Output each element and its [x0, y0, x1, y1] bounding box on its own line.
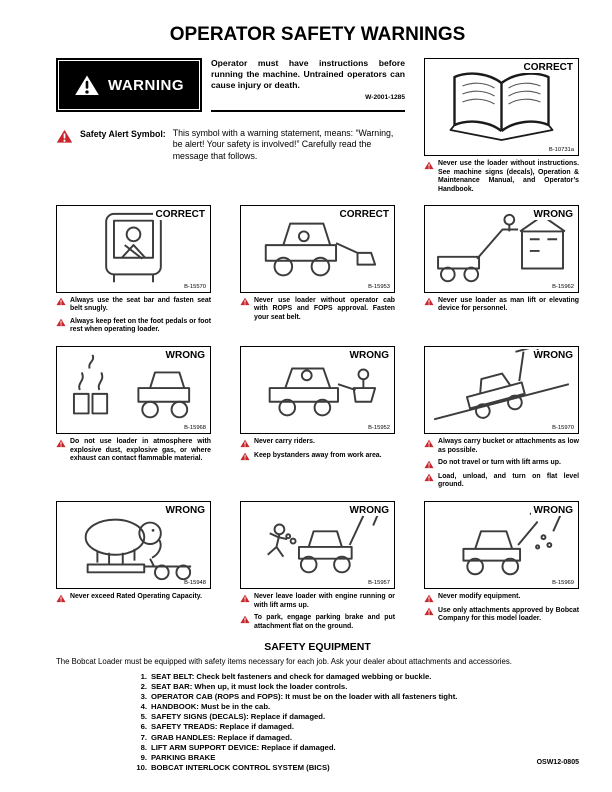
warning-triangle-icon	[74, 74, 100, 97]
panel-box	[424, 501, 579, 589]
caption-text: Never leave loader with engine running or with lift arms up.	[254, 593, 395, 609]
alert-triangle-icon	[424, 439, 434, 448]
list-item	[130, 672, 579, 682]
panel-rated-capacity	[56, 501, 211, 632]
caption	[56, 297, 211, 314]
panel-rops-cab	[240, 205, 395, 336]
caption-text: Always use the seat bar and fasten seat belt snugly.	[70, 296, 211, 313]
item-number: 9.	[140, 752, 147, 762]
safety-equipment-title: SAFETY EQUIPMENT	[264, 640, 371, 653]
caption-text: Never carry riders.	[254, 438, 315, 445]
alert-triangle-icon	[424, 460, 434, 469]
caption	[56, 438, 211, 464]
item-number: 2.	[140, 681, 147, 691]
panel-verdict-label: WRONG	[531, 350, 573, 361]
caption	[424, 438, 579, 455]
list-item	[130, 753, 579, 763]
alert-triangle-icon	[240, 452, 250, 461]
caption	[424, 607, 579, 624]
item-number: 1.	[140, 671, 147, 681]
panel-box	[240, 205, 395, 293]
caption-text: Keep bystanders away from work area.	[254, 451, 382, 459]
panel-verdict-label: CORRECT	[337, 209, 389, 220]
panel-seat-belt	[56, 205, 211, 336]
item-number: 3.	[140, 691, 147, 701]
alert-triangle-icon	[424, 607, 434, 616]
modify-equipment-illustration	[425, 504, 578, 586]
caption	[424, 459, 579, 469]
item-number: 6.	[140, 722, 147, 732]
figure-code: B-15969	[552, 580, 574, 586]
list-item	[130, 712, 579, 722]
seat-belt-illustration	[57, 208, 210, 290]
caption-text: Use only attachments approved by Bobcat Company for this model loader.	[438, 606, 579, 623]
riders-illustration	[241, 349, 394, 431]
list-item	[130, 743, 579, 753]
panel-verdict-label: WRONG	[163, 505, 205, 516]
panel-riders	[240, 346, 395, 490]
alert-triangle-icon	[56, 594, 66, 603]
panel-modify-equipment	[424, 501, 579, 632]
item-number: 7.	[140, 732, 147, 742]
list-item	[130, 702, 579, 712]
safety-equipment-section	[56, 641, 579, 774]
item-text: SAFETY TREADS: Replace if damaged.	[151, 722, 294, 732]
caption	[424, 473, 579, 490]
panel-verdict-label: CORRECT	[521, 62, 573, 73]
caption	[240, 614, 395, 631]
rated-capacity-illustration	[57, 504, 210, 586]
item-number: 10.	[136, 763, 147, 773]
alert-triangle-icon	[240, 439, 250, 448]
caption-text: Always carry bucket or attachments as low as possible.	[438, 438, 579, 454]
panel-verdict-label: WRONG	[531, 505, 573, 516]
item-text: HANDBOOK: Must be in the cab.	[151, 702, 271, 712]
panel-verdict-label: WRONG	[347, 350, 389, 361]
caption	[424, 297, 579, 314]
item-text: LIFT ARM SUPPORT DEVICE: Replace if damaged.	[151, 742, 336, 752]
panel-verdict-label: WRONG	[347, 505, 389, 516]
alert-triangle-icon	[240, 297, 250, 306]
item-number: 4.	[140, 702, 147, 712]
figure-code: B-15953	[368, 283, 390, 290]
item-number: 5.	[140, 712, 147, 722]
figure-code: B-15962	[552, 283, 574, 290]
warning-label: WARNING	[108, 76, 184, 94]
item-text: SAFETY SIGNS (DECALS): Replace if damaged.	[151, 712, 326, 722]
panel-box	[424, 58, 579, 156]
caption	[56, 593, 211, 603]
caption-text: Never exceed Rated Operating Capacity.	[70, 593, 202, 600]
panel-box	[240, 501, 395, 589]
item-text: SEAT BELT: Check belt fasteners and check for damaged webbing or buckle.	[151, 671, 432, 681]
figure-code: B-15968	[184, 425, 206, 431]
figure-code: B-15570	[184, 283, 206, 290]
list-item	[130, 722, 579, 732]
caption	[424, 593, 579, 603]
warning-code: W-2001-1285	[365, 93, 405, 101]
panel-bucket-low	[424, 346, 579, 490]
list-item	[130, 682, 579, 692]
item-text: GRAB HANDLES: Replace if damaged.	[151, 732, 292, 742]
item-text: SEAT BAR: When up, it must lock the loader controls.	[151, 681, 348, 691]
caption-text: Never use loader as man lift or elevating device for personnel.	[438, 296, 579, 313]
panel-box	[56, 501, 211, 589]
alert-triangle-icon	[424, 297, 434, 306]
item-text: BOBCAT INTERLOCK CONTROL SYSTEM (BICS)	[151, 763, 330, 773]
man-lift-illustration	[425, 208, 578, 290]
top-section	[56, 58, 579, 195]
figure-code: B-15952	[368, 425, 390, 431]
warning-text-block	[211, 58, 405, 112]
item-text: PARKING BRAKE	[151, 752, 216, 762]
caption-text: Do not travel or turn with lift arms up.	[438, 459, 561, 467]
alert-triangle-icon	[56, 297, 66, 306]
figure-code: B-15957	[368, 580, 390, 586]
caption-text: Never modify equipment.	[438, 593, 521, 600]
explosive-atmosphere-illustration	[57, 349, 210, 431]
caption	[240, 297, 395, 323]
caption	[240, 438, 395, 448]
figure-code: B-15970	[552, 425, 574, 431]
list-item	[130, 763, 579, 773]
safety-alert-row	[56, 128, 405, 162]
alert-triangle-icon	[240, 615, 250, 624]
alert-triangle-icon	[56, 439, 66, 448]
engine-running-illustration	[241, 504, 394, 586]
alert-triangle-icon	[424, 594, 434, 603]
panel-explosive-atmosphere	[56, 346, 211, 490]
caption-text: Never use the loader without instructions. See machine signs (decals), Operation & Maintenance Manual, and Operator’s Handbook.	[438, 160, 579, 193]
safety-alert-label: Safety Alert Symbol:	[80, 129, 166, 139]
panel-verdict-label: WRONG	[163, 350, 205, 361]
alert-triangle-icon	[240, 594, 250, 603]
caption-text: Load, unload, and turn on flat level ground.	[438, 472, 579, 489]
safety-equipment-list	[130, 672, 579, 774]
document-code: OSW12-0805	[536, 759, 579, 766]
safety-equipment-intro: The Bobcat Loader must be equipped with safety items necessary for each job. Ask your dealer about attachments and accessories.	[56, 656, 512, 666]
warning-row	[56, 58, 405, 112]
list-item	[130, 692, 579, 702]
panel-box	[424, 346, 579, 434]
alert-triangle-icon	[56, 318, 66, 327]
safety-alert-icon	[56, 129, 73, 144]
bucket-low-illustration	[425, 349, 578, 431]
top-left-column	[56, 58, 405, 195]
figure-code: B-10731a	[548, 147, 574, 153]
warning-panels-grid	[56, 205, 579, 632]
panel-box	[56, 205, 211, 293]
item-text: OPERATOR CAB (ROPS and FOPS): It must be on the loader with all fasteners tight.	[151, 691, 458, 701]
warning-banner	[56, 58, 202, 112]
page-title: OPERATOR SAFETY WARNINGS	[169, 24, 466, 45]
alert-triangle-icon	[424, 161, 434, 170]
item-number: 8.	[140, 742, 147, 752]
safety-alert-text: This symbol with a warning statement, means: “Warning, be alert! Your safety is involved!” Carefully read the message that follows.	[172, 128, 394, 161]
caption	[424, 160, 579, 195]
panel-box	[56, 346, 211, 434]
panel-box	[240, 346, 395, 434]
book-illustration	[425, 61, 578, 153]
warning-statement: Operator must have instructions before running the machine. Untrained operators can cause injury or death.	[211, 58, 405, 91]
figure-code: B-15948	[184, 580, 206, 586]
caption-text: Do not use loader in atmosphere with explosive dust, explosive gas, or where exhaust can contact flammable material.	[70, 438, 211, 463]
caption	[240, 452, 395, 462]
panel-verdict-label: CORRECT	[153, 209, 205, 220]
panel-man-lift	[424, 205, 579, 336]
rops-cab-illustration	[241, 208, 394, 290]
handbook-panel-cell	[424, 58, 579, 195]
panel-box	[424, 205, 579, 293]
caption	[56, 318, 211, 335]
caption-text: Never use loader without operator cab with ROPS and FOPS approval. Fasten your seat belt.	[254, 296, 395, 321]
panel-engine-running	[240, 501, 395, 632]
panel-verdict-label: WRONG	[531, 209, 573, 220]
list-item	[130, 733, 579, 743]
caption-text: Always keep feet on the foot pedals or foot rest when operating loader.	[70, 317, 211, 334]
caption	[240, 593, 395, 610]
caption-text: To park, engage parking brake and put attachment flat on the ground.	[254, 614, 395, 630]
alert-triangle-icon	[424, 473, 434, 482]
